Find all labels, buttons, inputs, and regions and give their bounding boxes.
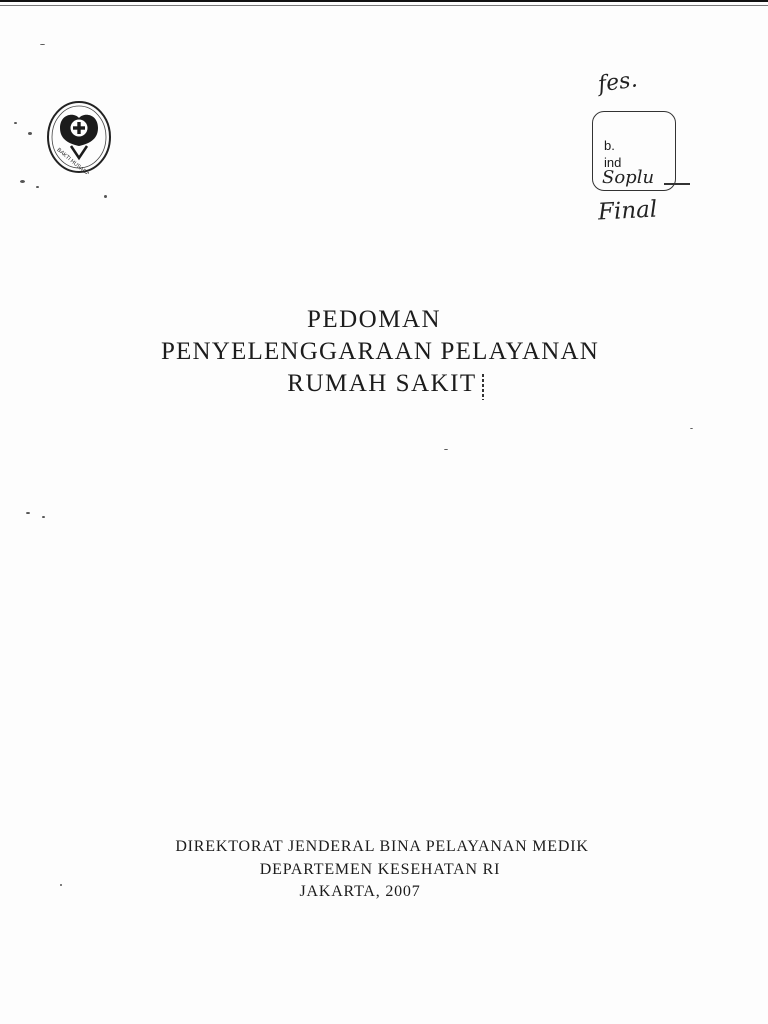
bakti-husada-emblem-icon [46, 100, 112, 174]
scan-speck [444, 449, 448, 450]
handwritten-final-note: Final [597, 196, 658, 226]
scan-speck [26, 512, 30, 514]
publisher-line-3: JAKARTA, 2007 [299, 883, 421, 900]
publisher-line-2: DEPARTEMEN KESEHATAN RI [259, 861, 501, 878]
scan-speck [20, 180, 25, 183]
scan-speck [36, 186, 39, 188]
scan-speck [40, 44, 45, 45]
scan-speck [690, 428, 693, 429]
title-line-3: RUMAH SAKIT [287, 370, 477, 397]
title-line-2: PENYELENGGARAAN PELAYANAN [160, 338, 600, 365]
scan-speck [28, 132, 32, 135]
scan-speck [104, 195, 107, 198]
scan-speck [60, 884, 62, 886]
stamp-line-2: ind [604, 155, 622, 170]
title-line-1: PEDOMAN [306, 306, 442, 333]
scan-speck [42, 516, 45, 518]
publisher-line-1: DIREKTORAT JENDERAL BINA PELAYANAN MEDIK [175, 838, 589, 855]
handwritten-top-note: fes. [596, 67, 640, 98]
text-cursor-mark [482, 374, 484, 400]
bakti-husada-logo [46, 100, 112, 174]
svg-text:BAKTI HUSADA: BAKTI HUSADA [55, 147, 91, 174]
handwritten-signature-note: Soplu [602, 167, 655, 188]
signature-stroke [664, 183, 690, 185]
scan-speck [14, 122, 17, 124]
stamp-line-1: b. [604, 138, 615, 153]
scan-edge-line [0, 0, 768, 7]
